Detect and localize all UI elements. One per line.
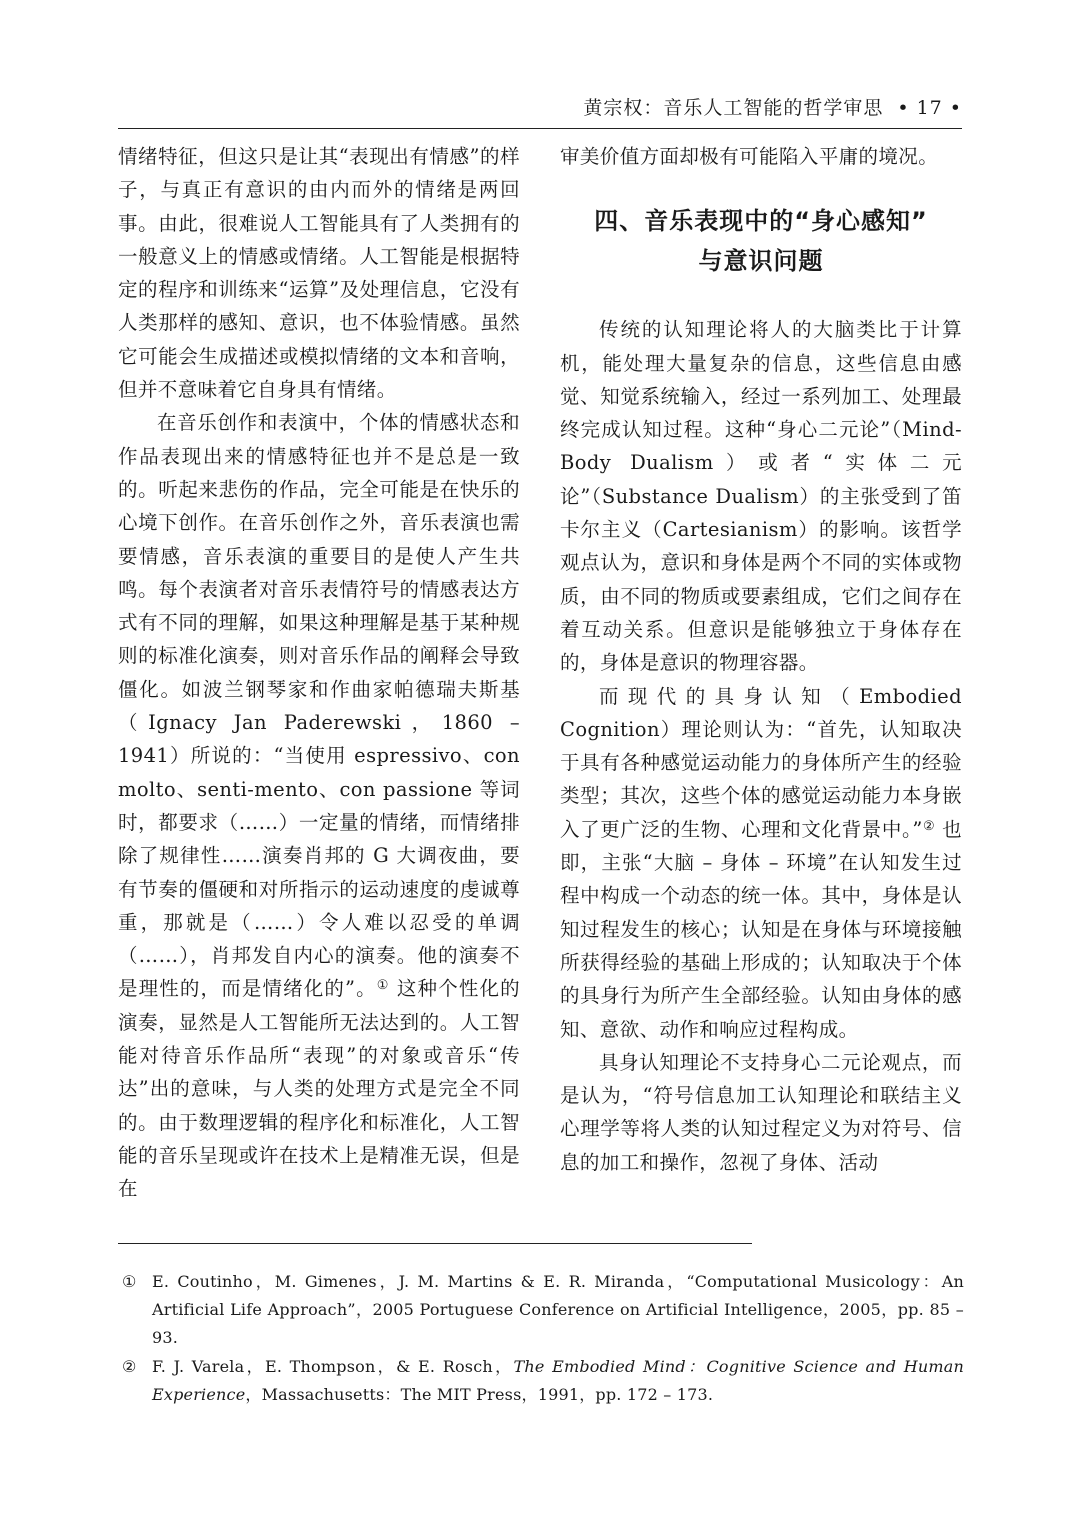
running-title: 黄宗权：音乐人工智能的哲学审思 [583,97,884,119]
footnote-text-part: ，Massachusetts：The MIT Press，1991，pp. 172 – 173. [245,1385,714,1404]
left-column [118,140,520,1206]
footnote [118,1353,964,1409]
footnote-ref[interactable]: ① [376,978,390,994]
paragraph-text: 在音乐创作和表演中，个体的情感状态和作品表现出来的情感特征也并不是总是一致的。听起来悲伤的作品，完全可能是在快乐的心境下创作。在音乐创作之外，音乐表演也需要情感，音乐表演的重要目的是使人产生共鸣。每个表演者对音乐表情符号的情感表达方式有不同的理解，如果这种理解是基于某种规则的标准化演奏，则对音乐作品的阐释会导致僵化。如波兰钢琴家和作曲家帕德瑞夫斯基（Ignacy Jan Paderewski，1860 – 1941）所说的：“当使用 espressivo、con molto、senti-mento、con passione 等词时，都要求（……）一定量的情绪，而情绪排除了规律性……演奏肖邦的 G 大调夜曲，要有节奏的僵硬和对所指示的运动速度的虔诚尊重，那就是（……）令人难以忍受的单调（……），肖邦发自内心的演奏。他的演奏不是理性的，而是情绪化的”。 [118,411,520,1001]
footnote-divider [118,1243,752,1244]
paragraph: 情绪特征，但这只是让其“表现出有情感”的样子，与真正有意识的由内而外的情绪是两回事。由此，很难说人工智能具有了人类拥有的一般意义上的情感或情绪。人工智能是根据特定的程序和训练来“运算”及处理信息，它没有人类那样的感知、意识，也不体验情感。虽然它可能会生成描述或模拟情绪的文本和音响，但并不意味着它自身具有情绪。 [118,145,520,402]
footnote [118,1268,964,1352]
section-heading [560,201,962,281]
book-title: The Embodied Mind：Cognitive Science and Human Experience [152,1357,964,1404]
paragraph: 审美价值方面却极有可能陷入平庸的境况。 [560,145,939,168]
paragraph [118,406,520,1205]
footnote-text: E. Coutinho，M. Gimenes，J. M. Martins & E. R. Miranda，“Computational Musicology：An Artificial Life Approach”，2005 Portuguese Conference on Artificial Intelligence，2005，pp. 85 – 93. [152,1272,964,1347]
footnotes [118,1268,964,1410]
section-heading-line: 四、音乐表现中的“身心感知” [594,207,928,236]
page-number: • 17 • [897,97,962,119]
footnote-mark: ① [122,1272,137,1291]
right-column [560,140,962,1179]
paragraph [560,680,962,1046]
running-header [118,96,962,129]
paragraph-text: 也即，主张“大脑 – 身体 – 环境”在认知发生过程中构成一个动态的统一体。其中，身体是认知过程发生的核心；认知是在身体与环境接触所获得经验的基础上形成的；认知取决于个体的具身行为所产生全部经验。认知由身体的感知、意欲、动作和响应过程构成。 [560,817,962,1041]
footnote-mark: ② [122,1357,137,1376]
paragraph: 传统的认知理论将人的大脑类比于计算机，能处理大量复杂的信息，这些信息由感觉、知觉系统输入，经过一系列加工、处理最终完成认知过程。这种“身心二元论”（Mind-Body Dualism）或者“实体二元论”（Substance Dualism）的主张受到了笛卡尔主义（Cartesianism）的影响。该哲学观点认为，意识和身体是两个不同的实体或物质，由不同的物质或要素组成，它们之间存在着互动关系。但意识是能够独立于身体存在的，身体是意识的物理容器。 [560,318,962,675]
footnote-text-part: F. J. Varela，E. Thompson，& E. Rosch， [152,1357,514,1376]
paragraph: 具身认知理论不支持身心二元论观点，而是认为，“符号信息加工认知理论和联结主义心理学等将人类的认知过程定义为对符号、信息的加工和操作，忽视了身体、活动 [560,1050,962,1174]
paragraph-text: 而现代的具身认知（Embodied Cognition）理论则认为：“首先，认知取决于具有各种感觉运动能力的身体所产生的经验类型；其次，这些个体的感觉运动能力本身嵌入了更广泛的生物、心理和文化背景中。” [560,684,962,841]
footnote-text [152,1357,964,1404]
section-heading-line: 与意识问题 [698,247,824,276]
paragraph-text: 这种个性化的演奏，显然是人工智能所无法达到的。人工智能对待音乐作品所“表现”的对象或音乐“传达”出的意味，与人类的处理方式是完全不同的。由于数理逻辑的程序化和标准化，人工智能的音乐呈现或许在技术上是精准无误，但是在 [118,977,521,1201]
footnote-ref[interactable]: ② [922,818,936,834]
